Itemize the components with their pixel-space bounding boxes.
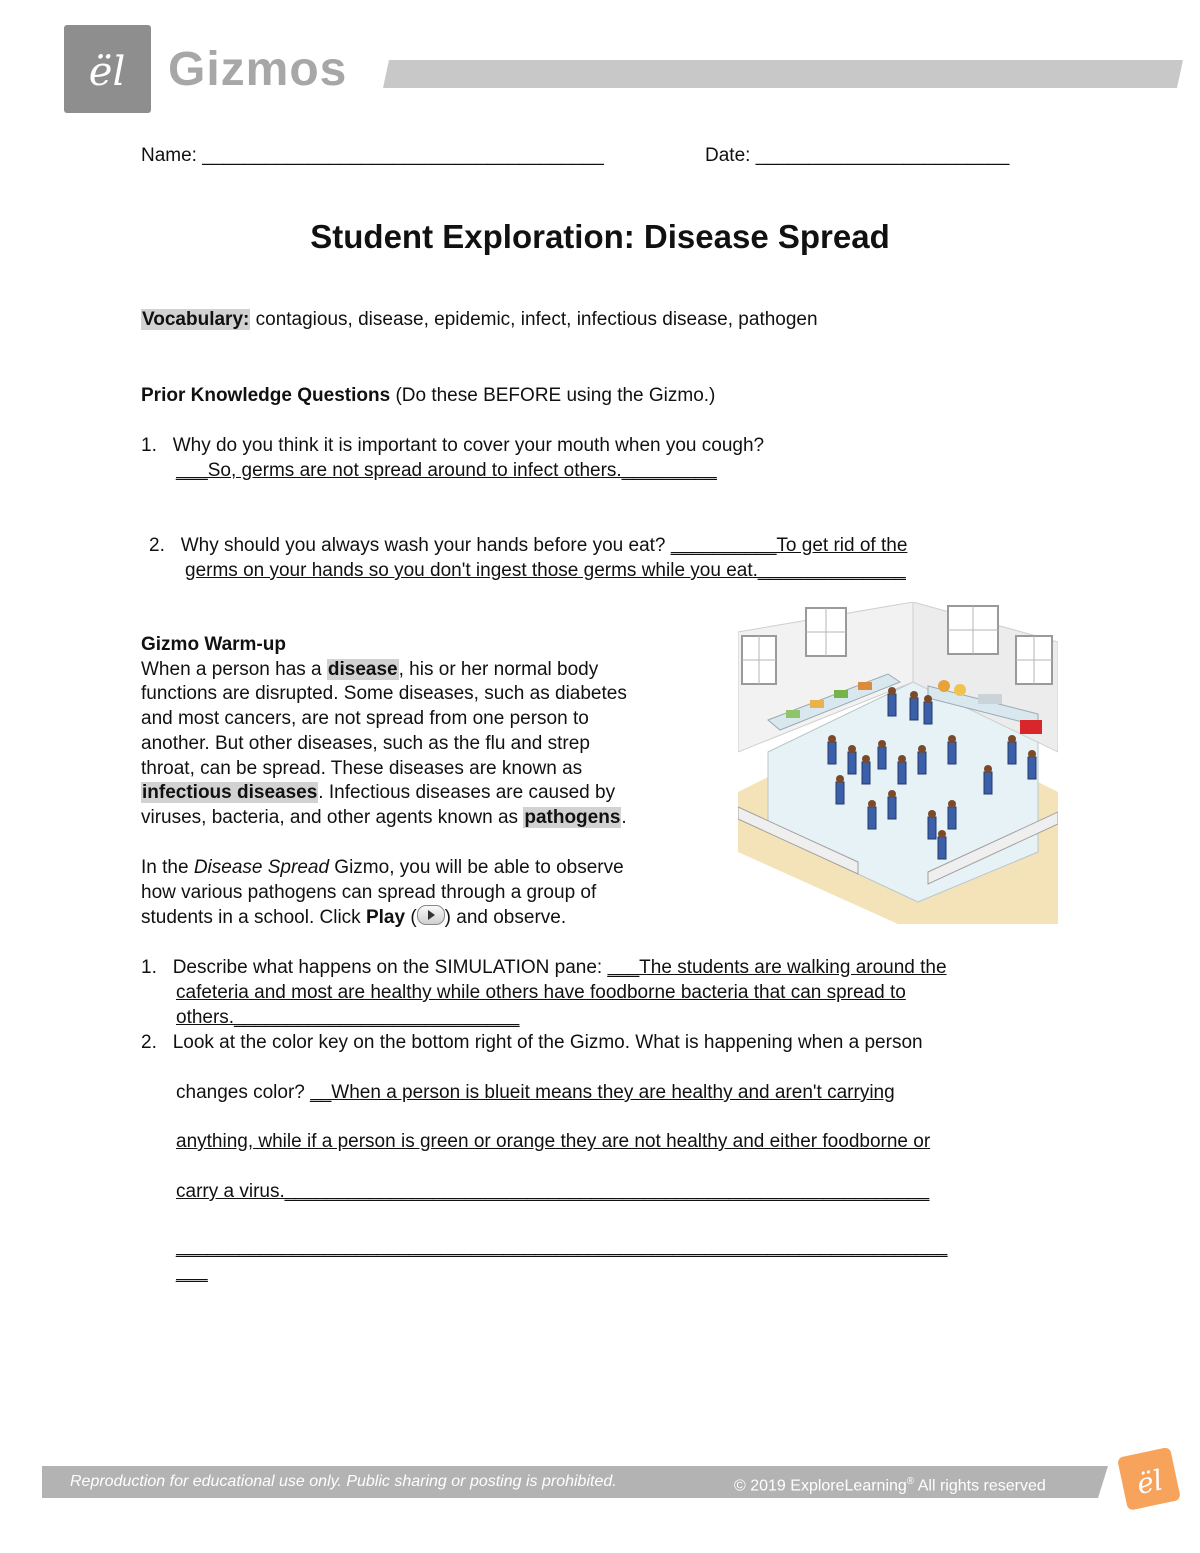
question-2-answer-l5: ___ (176, 1262, 208, 1283)
warmup-text: . Infectious diseases are caused by (318, 782, 616, 803)
brand-name: Gizmos (168, 43, 348, 96)
gizmo-name: Disease Spread (193, 857, 330, 878)
warmup-text: students in a school. Click (141, 907, 366, 928)
question-2-num: 2. (141, 1032, 157, 1053)
vocabulary-label: Vocabulary: (142, 309, 250, 330)
svg-text:ël: ël (1133, 1463, 1166, 1502)
warmup-line-2: functions are disrupted. Some diseases, such as diabetes (141, 683, 627, 704)
date-label: Date: (705, 145, 751, 166)
prior-knowledge-note: (Do these BEFORE using the Gizmo.) (395, 385, 716, 406)
warmup-text: In the (141, 857, 194, 878)
prior-q2-answer-l1: __________To get rid of the (670, 535, 908, 556)
explorelearning-footer-logo-icon (1112, 1444, 1184, 1514)
prior-q1-text: Why do you think it is important to cover your mouth when you cough? (172, 435, 765, 456)
term-infectious-diseases: infectious diseases (142, 782, 318, 803)
warmup-text: viruses, bacteria, and other agents known as (141, 807, 524, 828)
registered-mark: ® (906, 1476, 915, 1487)
warmup-text: . (621, 807, 627, 828)
header-bar (383, 60, 1183, 88)
prior-knowledge-title: Prior Knowledge Questions (141, 385, 391, 406)
question-2 (141, 1030, 923, 1055)
name-label: Name: (141, 145, 197, 166)
warmup-line-6 (141, 780, 615, 805)
vocabulary-line (141, 307, 818, 332)
warmup-p2-line-2: how various pathogens can spread through a group of (141, 882, 597, 903)
question-2-answer-l4: _________________________________________________________________________ (176, 1237, 948, 1258)
warmup-text: ) and observe. (444, 907, 567, 928)
warmup-p2-line-1 (141, 855, 624, 880)
play-icon (417, 905, 445, 925)
footer-disclaimer: Reproduction for educational use only. Public sharing or posting is prohibited. (70, 1473, 617, 1490)
play-label: Play (365, 907, 406, 928)
warmup-p2-line-3 (141, 905, 566, 930)
question-1-num: 1. (141, 957, 157, 978)
name-field (141, 143, 604, 168)
question-2-answer-l3: carry a virus._____________________________________________________________ (176, 1181, 930, 1202)
warmup-line-3: and most cancers, are not spread from one person to (141, 708, 589, 729)
rights-text: All rights reserved (914, 1477, 1046, 1495)
question-2-answer-l2: anything, while if a person is green or orange they are not healthy and either foodborne or (176, 1131, 931, 1152)
warmup-text: , his or her normal body (398, 659, 599, 680)
term-disease: disease (327, 659, 398, 680)
warmup-text: Gizmo, you will be able to observe (329, 857, 624, 878)
svg-text:ël: ël (88, 49, 126, 95)
prior-knowledge-heading (141, 383, 715, 408)
vocabulary-terms: contagious, disease, epidemic, infect, infectious disease, pathogen (255, 309, 818, 330)
prior-q1-num: 1. (141, 435, 157, 456)
prior-q1 (141, 433, 764, 458)
warmup-text: When a person has a (141, 659, 327, 680)
warmup-line-5: throat, can be spread. These diseases are known as (141, 758, 583, 779)
term-pathogens: pathogens (524, 807, 621, 828)
question-2-text-l2: changes color? (176, 1082, 305, 1103)
question-2-text: Look at the color key on the bottom right of the Gizmo. What is happening when a person (172, 1032, 923, 1053)
question-1-answer-l3: others.___________________________ (176, 1007, 520, 1028)
date-field (705, 143, 1009, 168)
copyright-text: © 2019 ExploreLearning (734, 1477, 907, 1495)
warmup-line-7 (141, 805, 627, 830)
date-blank: ________________________ (755, 145, 1010, 166)
cafeteria-simulation-image (738, 602, 1058, 924)
question-1 (141, 955, 947, 980)
prior-q1-answer: ___So, germs are not spread around to infect others._________ (176, 460, 717, 481)
question-2-answer-l1: __When a person is blueit means they are healthy and aren't carrying (310, 1082, 895, 1103)
footer-copyright (734, 1471, 1046, 1497)
explorelearning-logo-icon (64, 25, 151, 113)
question-2-line-2 (176, 1080, 895, 1105)
prior-q2-num: 2. (149, 535, 165, 556)
name-blank: ______________________________________ (202, 145, 604, 166)
question-1-answer-l2: cafeteria and most are healthy while others have foodborne bacteria that can spread to (176, 982, 906, 1003)
question-1-answer-l1: ___The students are walking around the (607, 957, 947, 978)
warmup-line-4: another. But other diseases, such as the flu and strep (141, 733, 590, 754)
page-title: Student Exploration: Disease Spread (310, 218, 890, 255)
question-1-text: Describe what happens on the SIMULATION pane: (172, 957, 603, 978)
prior-q2-answer-l2: germs on your hands so you don't ingest those germs while you eat.______________ (185, 560, 906, 581)
warmup-text: ( (405, 907, 417, 928)
warmup-line-1 (141, 657, 598, 682)
warmup-heading: Gizmo Warm-up (141, 634, 286, 655)
prior-q2-text: Why should you always wash your hands before you eat? (180, 535, 666, 556)
prior-q2 (149, 533, 907, 558)
